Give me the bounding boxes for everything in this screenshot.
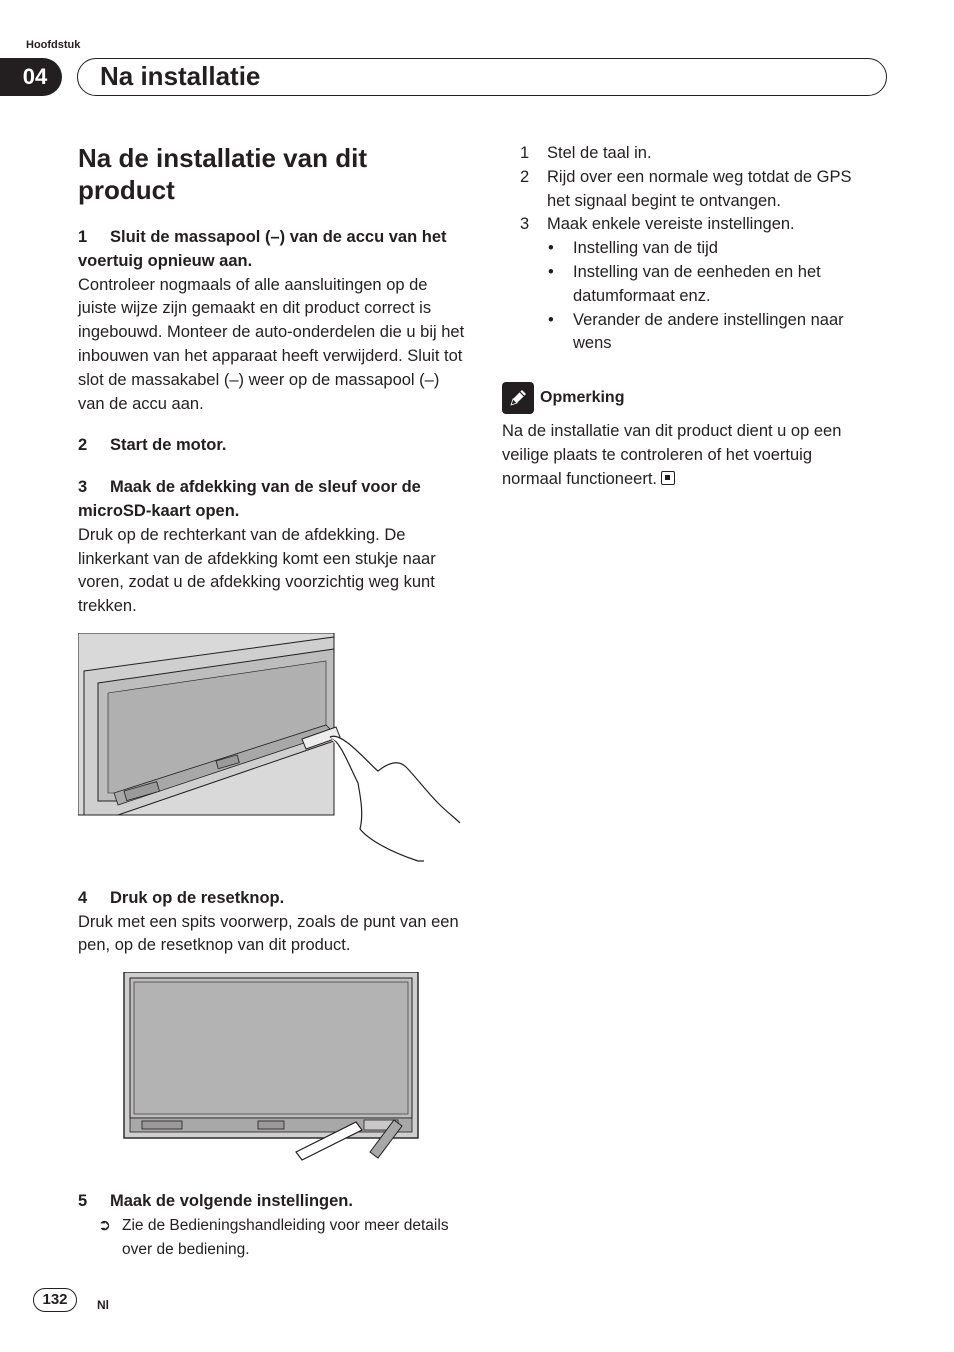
list-item: • Verander de andere instellingen naar wens [548,310,844,353]
step-4-body: Druk met een spits voorwerp, zoals de punt van een pen, op de resetknop van dit product. [78,912,459,955]
list-item: • Instelling van de tijd [548,239,718,258]
arrow-bullet-icon: ➲ [98,1216,111,1234]
pencil-note-icon [502,382,534,414]
note-title: Opmerking [540,389,625,407]
list-item: 3 Maak enkele vereiste instellingen. [520,215,795,234]
page-number: 132 [33,1288,77,1312]
step-1-title: 1 Sluit de massapool (–) van de accu van het voertuig opnieuw aan. [78,228,447,270]
microsd-cover-illustration [78,633,463,865]
step-2-title: 2 Start de motor. [78,436,227,455]
note-header [502,382,874,414]
figure-microsd-cover [78,633,466,873]
list-item: • Instelling van de eenheden en het datumformaat enz. [548,262,821,305]
reset-button-illustration [78,972,463,1168]
note-body: Na de installatie van dit product dient u op een veilige plaats te controleren of het voertuig normaal functioneert. [502,422,842,488]
step-3-body: Druk op de rechterkant van de afdekking. De linkerkant van de afdekking komt een stukje naar voren, zodat u de afdekking voorzichtig weg kunt trekken. [78,525,436,616]
settings-bullets [502,237,874,356]
list-item: 1 Stel de taal in. [520,144,652,162]
settings-steps [502,142,874,237]
right-column [502,142,874,492]
language-code: Nl [97,1298,109,1312]
left-column [78,142,466,1261]
section-heading: Na de installatie van dit product [78,143,367,205]
step-5-title: 5 Maak de volgende instellingen. [78,1191,353,1210]
chapter-number-badge: 04 [0,58,62,96]
chapter-label: Hoofdstuk [26,39,81,51]
step-5-reference: ➲ Zie de Bedieningshandleiding voor meer details over de bediening. [78,1214,466,1262]
step-4-title: 4 Druk op de resetknop. [78,888,285,907]
end-of-section-icon [661,471,675,485]
step-3-title: 3 Maak de afdekking van de sleuf voor de microSD-kaart open. [78,478,421,520]
list-item: 2 Rijd over een normale weg totdat de GPS het signaal begint te ontvangen. [520,167,852,210]
chapter-title: Na installatie [100,61,261,91]
figure-reset-button [78,972,466,1176]
step-1-body: Controleer nogmaals of alle aansluitingen op de juiste wijze zijn gemaakt en dit product correct is ingebouwd. Monteer de auto-onderdelen die u bij het inbouwen van het apparaat heeft verwijderd. Sluit tot slot de massakabel (–) weer op de massapool (–) van de accu aan. [78,275,465,413]
